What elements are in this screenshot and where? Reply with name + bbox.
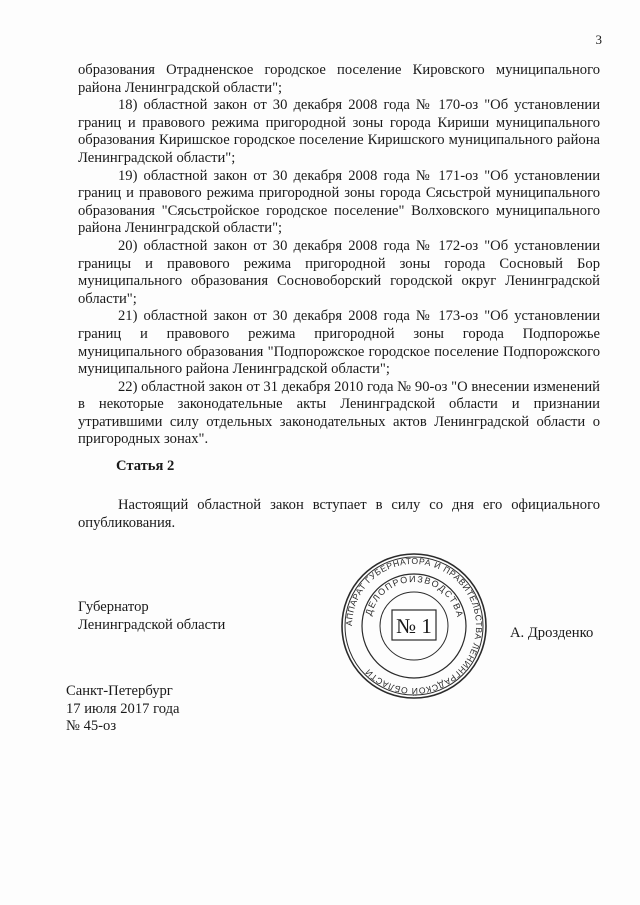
page-number: 3 [595,32,602,47]
law-number: № 45-оз [66,718,117,735]
law-list [78,62,600,449]
signature-title-line1: Губернатор [78,599,149,615]
paragraph-item-20: 20) областной закон от 30 декабря 2008 года № 172-оз "Об установлении границы и правового режима пригородной зоны города Сосновый Бор муниципального образования Сосновоборский городской округ Ленинградской области"; [78,237,600,307]
paragraph-item-19: 19) областной закон от 30 декабря 2008 года № 171-оз "Об установлении границ и правового режима пригородной зоны города Сясьстрой муниципального образования "Сясьстройское городское поселение" Волховского муниципального района Ленинградской области"; [78,167,600,237]
signature-name: А. Дрозденко [510,625,594,641]
signing-details [66,683,179,736]
signing-date: 17 июля 2017 года [66,700,180,717]
stamp-number: № 1 [396,614,432,638]
stamp-outer-text: АППАРАТ ГУБЕРНАТОРА И ПРАВИТЕЛЬСТВА ЛЕНИНГРАДСКОЙ ОБЛАСТИ [343,555,485,697]
paragraph-item-21: 21) областной закон от 30 декабря 2008 года № 173-оз "Об установлении границ и правового режима пригородной зоны города Подпорожье муниципального образования "Подпорожское городское поселение Подпорожского муниципального района Ленинградской области"; [78,308,600,378]
paragraph-item-18: 18) областной закон от 30 декабря 2008 года № 170-оз "Об установлении границ и правового режима пригородной зоны города Кириши муниципального образования Киришское городское поселение Киришского муниципального района Ленинградской области"; [78,97,600,166]
stamp-inner-text: ДЕЛОПРОИЗВОДСТВА [363,573,466,620]
signature-title-line2: Ленинградской области [78,617,226,633]
signature-title [78,598,225,634]
paragraph-item-22: 22) областной закон от 31 декабря 2010 года № 90-оз "О внесении изменений в некоторые законодательные акты Ленинградской области и признании утратившими силу отдельных законодательных актов Ленинградской области о пригородных зонах". [78,378,600,448]
article-heading: Статья 2 [116,458,175,474]
article-text: Настоящий областной закон вступает в силу со дня его официального опубликования. [78,497,600,531]
official-stamp [340,552,488,700]
signing-city: Санкт-Петербург [66,683,173,699]
paragraph-continuation: образования Отрадненское городское поселение Кировского муниципального района Ленинградской области"; [78,62,600,96]
